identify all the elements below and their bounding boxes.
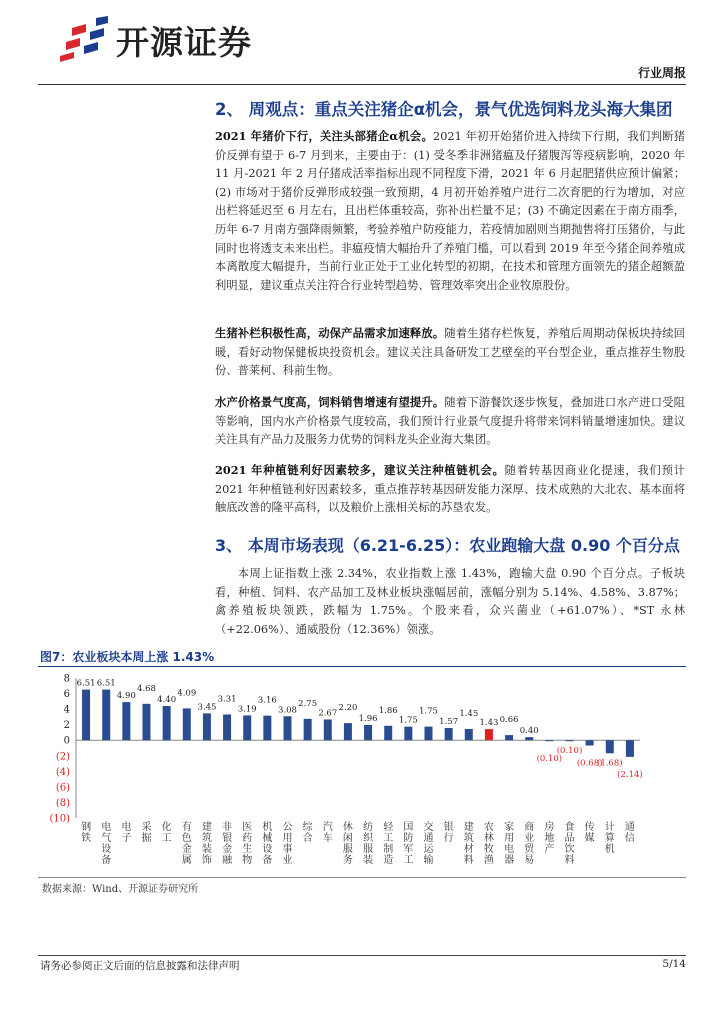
x-tick-label: 贸 <box>524 844 535 855</box>
bar-综合 <box>304 719 312 740</box>
data-label: 3.19 <box>237 704 257 715</box>
x-tick-label: 金 <box>222 844 233 855</box>
bar-建筑材料 <box>465 729 473 740</box>
data-label: 4.09 <box>177 688 197 699</box>
x-tick-label: 属 <box>181 855 192 866</box>
data-label: 2.75 <box>298 698 318 709</box>
x-tick-label: 业 <box>282 855 293 866</box>
x-tick-label: 色 <box>181 833 192 844</box>
figure-source: 数据来源：Wind、开源证券研究所 <box>42 884 199 895</box>
data-label: 4.90 <box>116 691 136 702</box>
x-tick-label: 闲 <box>342 833 353 844</box>
x-tick-label: 掘 <box>141 833 152 844</box>
data-label: 1.96 <box>358 713 378 724</box>
x-tick-label: 家 <box>504 822 515 833</box>
x-tick-label: 服 <box>363 844 374 855</box>
x-tick-label: 料 <box>463 855 474 866</box>
paragraph-pig-price <box>215 127 685 295</box>
x-tick-label: 用 <box>282 833 293 844</box>
x-tick-label: 休 <box>342 822 353 833</box>
x-tick-label: 易 <box>524 855 535 866</box>
bar-房地产 <box>545 740 553 741</box>
source-divider <box>38 877 686 878</box>
bar-电气设备 <box>102 690 110 741</box>
report-type: 行业周报 <box>637 66 686 80</box>
x-tick-label: 有 <box>181 822 192 833</box>
bar-建筑装饰 <box>203 713 211 740</box>
x-tick-label: 金 <box>181 844 192 855</box>
x-tick-label: 料 <box>564 855 575 866</box>
paragraph-planting-chain <box>215 461 685 518</box>
x-tick-label: 融 <box>222 855 233 866</box>
data-label: 1.57 <box>439 717 459 728</box>
x-tick-label: 子 <box>121 833 132 844</box>
x-tick-label: 工 <box>383 833 394 844</box>
data-label: 1.45 <box>459 708 479 719</box>
page-number: 5/14 <box>662 958 686 970</box>
data-label: 3.08 <box>278 705 297 716</box>
x-tick-label: 饰 <box>201 855 212 866</box>
figure-divider <box>38 666 686 667</box>
bar-非银金融 <box>223 714 231 740</box>
x-tick-label: 运 <box>423 844 434 855</box>
x-tick-label: 饮 <box>564 844 575 855</box>
x-tick-label: 输 <box>423 855 434 866</box>
paragraph-lead: 2021 年猪价下行，关注头部猪企α机会。 <box>215 129 434 143</box>
page-header <box>0 0 724 90</box>
paragraph-aquatic-feed <box>215 393 685 450</box>
x-tick-label: 织 <box>363 833 374 844</box>
x-tick-label: 制 <box>383 844 394 855</box>
x-tick-label: 工 <box>161 833 172 844</box>
y-tick-label: 8 <box>63 673 70 685</box>
paragraph-market-performance: 本周上证指数上涨 2.34%，农业指数上涨 1.43%，跑输大盘 0.90 个百分点。子板块看，种植、饲料、农产品加工及林业板块涨幅居前，涨幅分别为 5.14%、4.58%、3.87%；禽养殖板块领跌，跌幅为 1.75%。个股来看，众兴菌业（+61.07%）、*ST 永林（+22.06%）、通威股份（12.36%）领涨。 <box>215 567 685 636</box>
company-name: 开源证券 <box>116 23 252 62</box>
x-tick-label: 计 <box>604 822 615 833</box>
x-tick-label: 机 <box>604 844 615 855</box>
x-tick-label: 传 <box>584 822 595 833</box>
x-tick-label: 备 <box>262 855 273 866</box>
y-tick-label: 4 <box>63 704 70 716</box>
bar-农林牧渔 <box>485 729 493 740</box>
x-tick-label: 汽 <box>322 822 333 833</box>
x-tick-label: 通 <box>624 822 635 833</box>
x-tick-label: 业 <box>524 833 535 844</box>
sector-weekly-change-chart <box>38 668 686 876</box>
x-tick-label: 工 <box>403 855 414 866</box>
x-tick-label: 机 <box>262 822 273 833</box>
bar-采掘 <box>143 704 151 740</box>
x-tick-label: 非 <box>222 822 233 833</box>
section-3-title: 3、 本周市场表现（6.21-6.25）：农业跑输大盘 0.90 个百分点 <box>215 536 680 555</box>
x-tick-label: 算 <box>604 833 615 844</box>
x-tick-label: 地 <box>544 833 555 844</box>
x-tick-label: 建 <box>201 822 212 833</box>
x-tick-label: 公 <box>282 822 293 833</box>
x-tick-label: 钢 <box>81 822 92 833</box>
bar-电子 <box>122 702 130 740</box>
paragraph-lead: 生猪补栏积极性高，动保产品需求加速释放。 <box>215 326 445 340</box>
x-tick-label: 商 <box>524 822 535 833</box>
x-tick-label: 物 <box>242 855 253 866</box>
footer-disclaimer: 请务必参阅正文后面的信息披露和法律声明 <box>40 960 240 972</box>
bar-银行 <box>445 728 453 740</box>
x-tick-label: 设 <box>262 844 273 855</box>
x-tick-label: 电 <box>121 822 132 833</box>
bar-计算机 <box>606 740 614 753</box>
y-tick-label: 6 <box>63 689 70 701</box>
x-tick-label: 械 <box>262 833 273 844</box>
bar-医药生物 <box>243 715 251 740</box>
x-tick-label: 产 <box>544 844 555 855</box>
data-label: 6.51 <box>76 678 96 689</box>
y-tick-label: (4) <box>55 766 70 778</box>
x-tick-label: 药 <box>242 833 253 844</box>
data-label: (1.68) <box>597 758 623 769</box>
paragraph-animal-health <box>215 324 685 381</box>
company-logo-icon <box>58 16 110 62</box>
data-label: 1.75 <box>419 706 438 717</box>
x-tick-label: 采 <box>141 822 152 833</box>
bar-钢铁 <box>82 690 90 741</box>
x-tick-label: 服 <box>342 844 353 855</box>
x-tick-label: 行 <box>443 833 454 844</box>
bar-纺织服装 <box>364 725 372 740</box>
data-label: 3.16 <box>257 695 277 706</box>
data-label: 6.51 <box>96 678 116 689</box>
y-tick-label: 2 <box>63 720 70 732</box>
x-tick-label: 国 <box>403 822 414 833</box>
x-tick-label: 备 <box>101 855 112 866</box>
x-tick-label: 防 <box>403 833 414 844</box>
x-tick-label: 气 <box>101 833 112 844</box>
header-divider <box>38 84 686 85</box>
bar-食品饮料 <box>566 740 574 741</box>
paragraph-body: 随着转基因商业化提速，我们预计 2021 年种植链利好因素较多，重点推荐转基因研发能力深厚、技术成熟的大北农、基本面将触底改善的隆平高科，以及粮价上涨相关标的苏垦农发。 <box>215 464 685 515</box>
bar-汽车 <box>324 719 332 740</box>
paragraph-body: 随着下游餐饮逐步恢复，叠加进口水产进口受阻等影响，国内水产价格景气度较高，我们预计行业景气度提升将带来饲料销量增速加快。建议关注具有产品力及服务力优势的饲料龙头企业海大集团。 <box>215 396 685 447</box>
x-tick-label: 筑 <box>463 833 474 844</box>
y-tick-label: (2) <box>55 751 70 763</box>
x-tick-label: 电 <box>504 844 515 855</box>
paragraph-lead: 2021 年种植链利好因素较多，建议关注种植链机会。 <box>215 463 505 477</box>
x-tick-label: 设 <box>101 844 112 855</box>
x-tick-label: 装 <box>201 844 212 855</box>
x-tick-label: 房 <box>544 822 555 833</box>
x-tick-label: 铁 <box>81 833 92 844</box>
x-tick-label: 车 <box>322 833 333 844</box>
y-tick-label: (10) <box>49 813 70 825</box>
data-label: (0.10) <box>556 746 583 756</box>
x-tick-label: 轻 <box>383 822 394 833</box>
x-tick-label: 材 <box>463 844 474 855</box>
data-label: 1.43 <box>479 718 499 729</box>
data-label: (0.68) <box>576 758 603 769</box>
section-2-title: 2、 周观点：重点关注猪企α机会，景气优选饲料龙头海大集团 <box>215 100 673 119</box>
data-label: 2.67 <box>318 708 338 719</box>
bar-商业贸易 <box>525 737 533 740</box>
x-tick-label: 装 <box>363 855 374 866</box>
bar-公用事业 <box>284 716 292 740</box>
bar-化工 <box>163 706 171 740</box>
bar-家用电器 <box>505 735 513 740</box>
data-label: (2.14) <box>617 769 643 780</box>
bar-休闲服务 <box>344 723 352 740</box>
x-tick-label: 渔 <box>483 855 494 866</box>
x-tick-label: 事 <box>282 844 293 855</box>
x-tick-label: 用 <box>504 833 515 844</box>
x-tick-label: 农 <box>483 822 494 833</box>
bar-传媒 <box>586 740 594 745</box>
x-tick-label: 媒 <box>584 833 595 844</box>
x-tick-label: 食 <box>564 822 575 833</box>
x-tick-label: 综 <box>302 822 313 833</box>
x-tick-label: 电 <box>101 822 112 833</box>
x-tick-label: 造 <box>383 855 394 866</box>
paragraph-body: 2021 年初开始猪价进入持续下行期，我们判断猪价反弹有望于 6-7 月到来，主要由于：(1) 受冬季非洲猪瘟及仔猪腹泻等疫病影响，2020 年 11 月-2021 年 2 月仔猪成活率指标出现不同程度下滑，2021 年 6 月起肥猪供应预计偏紧；(2) 市场对于猪价反弹形成较强一致预期，4 月初开始养殖户进行二次育肥的行为增加，对应出栏将延迟至 6 月左右，且出栏体重较高，弥补出栏量不足；(3) 不确定因素在于南方雨季，历年 6-7 月南方强降雨频繁，考验养殖户防疫能力，若疫情加剧则当期抛售将打压猪价，与此同时也将透支未来出栏。非瘟疫情大幅抬升了养殖门槛，可以看到 2019 年至今猪企间养殖成本离散度大幅提升，当前行业正处于工业化转型的初期，在技术和管理方面领先的猪企超额盈利明显，建议重点关注符合行业转型趋势、管理效率突出企业牧原股份。 <box>215 130 686 292</box>
paragraph-body: 随着生猪存栏恢复，养殖后周期动保板块持续回暖，看好动物保健板块投资机会。建议关注具备研发工艺壁垒的平台型企业，重点推荐生物股份、普莱柯、科前生物。 <box>215 327 685 378</box>
data-label: 1.86 <box>378 705 398 716</box>
data-label: 0.66 <box>499 715 519 726</box>
x-tick-label: 军 <box>403 844 414 855</box>
x-tick-label: 通 <box>423 833 434 844</box>
data-label: 4.68 <box>137 683 156 694</box>
x-tick-label: 务 <box>342 855 353 866</box>
bar-交通运输 <box>425 727 433 741</box>
x-tick-label: 牧 <box>483 844 494 855</box>
bar-通信 <box>626 740 634 757</box>
data-label: (0.10) <box>536 754 563 764</box>
x-tick-label: 交 <box>423 822 434 833</box>
bar-国防军工 <box>404 727 412 741</box>
data-label: 1.75 <box>398 715 418 726</box>
data-label: 0.40 <box>519 726 539 737</box>
data-label: 3.45 <box>197 702 217 713</box>
x-tick-label: 器 <box>504 855 515 866</box>
figure-title: 图7：农业板块本周上涨 1.43% <box>40 650 215 664</box>
x-tick-label: 合 <box>302 833 313 844</box>
x-tick-label: 信 <box>624 833 635 844</box>
data-label: 4.40 <box>157 695 177 705</box>
x-tick-label: 银 <box>222 833 233 844</box>
data-label: 2.20 <box>338 703 358 714</box>
x-tick-label: 银 <box>443 822 454 833</box>
data-label: 3.31 <box>217 694 237 705</box>
bar-有色金属 <box>183 708 191 740</box>
x-tick-label: 品 <box>564 833 575 844</box>
x-tick-label: 生 <box>242 844 253 855</box>
footer-divider <box>38 955 686 956</box>
x-tick-label: 建 <box>463 822 474 833</box>
x-tick-label: 筑 <box>201 833 212 844</box>
y-tick-label: (6) <box>55 782 70 794</box>
x-tick-label: 林 <box>483 833 494 844</box>
paragraph-lead: 水产价格景气度高，饲料销售增速有望提升。 <box>215 395 445 409</box>
y-tick-label: 0 <box>63 735 70 747</box>
bar-轻工制造 <box>384 726 392 740</box>
x-tick-label: 医 <box>242 822 253 833</box>
x-tick-label: 化 <box>161 822 172 833</box>
x-tick-label: 纺 <box>363 822 374 833</box>
y-tick-label: (8) <box>55 797 70 809</box>
bar-机械设备 <box>263 716 271 741</box>
